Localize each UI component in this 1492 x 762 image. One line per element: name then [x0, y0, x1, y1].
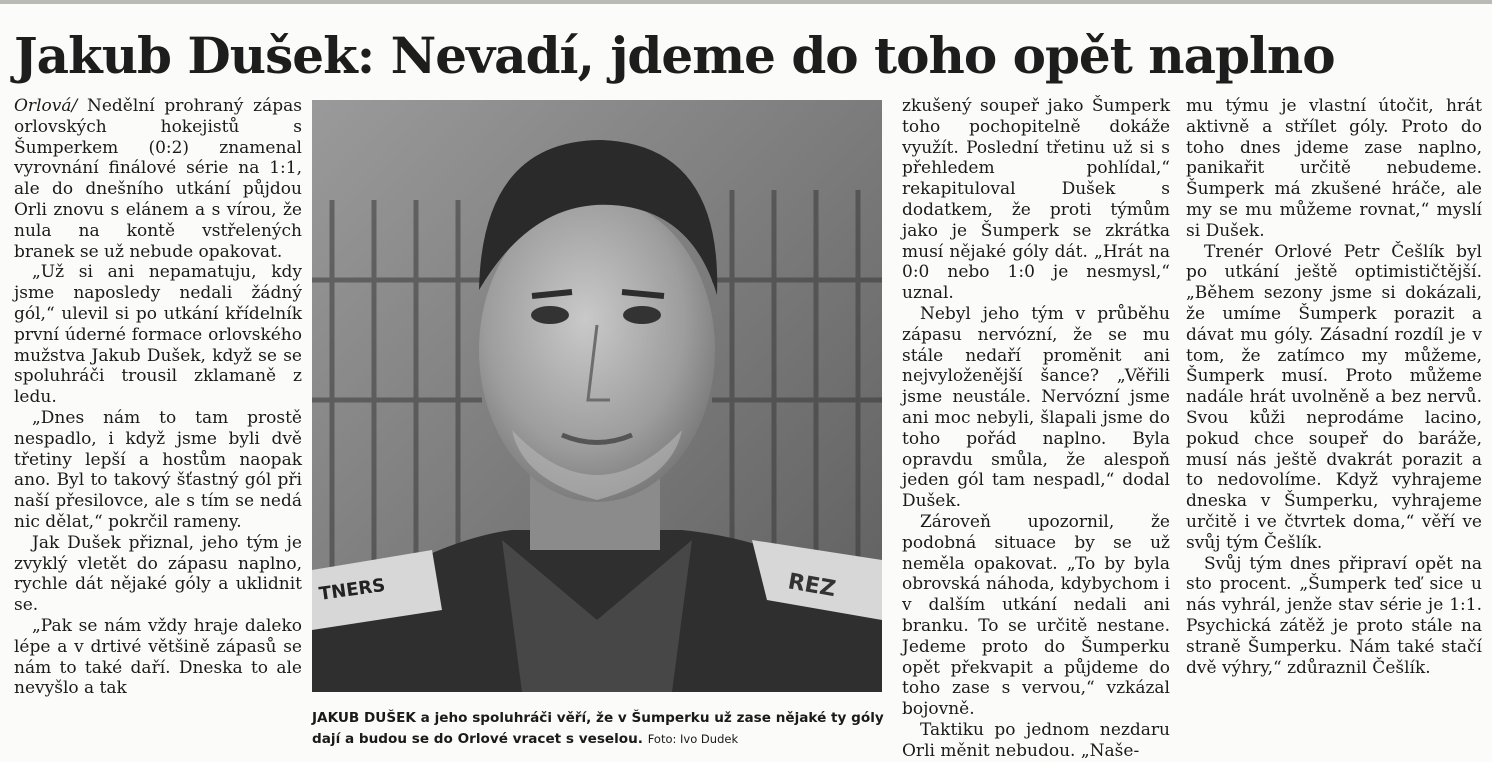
paragraph: „Už si ani nepamatuju, kdy jsme naposledy nedali žádný gól,“ ulevil si po utkání křídelník první úderné formace orlovského mužstva Jakub Dušek, když se se spoluhráči trousil zklamaně z ledu.	[14, 262, 302, 408]
paragraph: Nebyl jeho tým v průběhu zápasu nervózní, že se mu stále nedaří proměnit ani nejvyloženější šance? „Věřili jsme neustále. Nervózní jsme ani moc nebyli, šlapali jsme do toho pořád naplno. Byla opravdu smůla, že alespoň jeden gól tam nespadl,“ dodal Dušek.	[902, 303, 1170, 512]
paragraph: Jak Dušek přiznal, jeho tým je zvyklý vletět do zápasu naplno, rychle dát nějaké góly a uklidnit se.	[14, 532, 302, 616]
page-top-rule	[0, 0, 1492, 4]
photo-caption	[312, 708, 892, 750]
paragraph: Trenér Orlové Petr Češlík byl po utkání ještě optimističtější. „Během sezony jsme si dokázali, že umíme Šumperk porazit a dávat mu góly. Zásadní rozdíl je v tom, že zatímco my můžeme, Šumperk musí. Proto můžeme nadále hrát uvolněně a bez nervů. Svou kůži neprodáme lacino, pokud chce soupeř do baráže, musí nás ještě dvakrát porazit a to nedovolíme. Když vyhrajeme dneska v Šumperku, vyhrajeme určitě i ve čtvrtek doma,“ věří ve svůj tým Češlík.	[1186, 241, 1482, 553]
paragraph-text: Nedělní prohraný zápas orlovských hokejistů s Šumperkem (0:2) znamenal vyrovnání finálové série na 1:1, ale do dnešního utkání půjdou Orli znovu s elánem a s vírou, že nula na kontě vstřelených branek se už nebude opakovat.	[14, 96, 302, 262]
paragraph: mu týmu je vlastní útočit, hrát aktivně a střílet góly. Proto do toho dnes jdeme zase naplno, panikařit určitě nebudeme. Šumperk má zkušené hráče, ale my se mu můžeme rovnat,“ myslí si Dušek.	[1186, 96, 1482, 241]
jersey-text-left: TNERS	[317, 574, 387, 605]
jersey-text-right: REZ	[785, 569, 838, 603]
player-portrait-illustration	[312, 100, 882, 692]
column-3	[1186, 96, 1482, 678]
paragraph: „Dnes nám to tam prostě nespadlo, i když jsme byli dvě třetiny lepší a hostům naopak ano. Byl to takový šťastný gól při naší přesilovce, ale s tím se nedá nic dělat,“ pokrčil rameny.	[14, 407, 302, 532]
column-2	[902, 96, 1170, 762]
paragraph: Svůj tým dnes připraví opět na sto procent. „Šumperk teď sice u nás vyhrál, jenže stav série je 1:1. Psychická zátěž je proto stále na straně Šumperku. Nám také stačí dvě výhry,“ zdůraznil Češlík.	[1186, 553, 1482, 678]
paragraph: Taktiku po jednom nezdaru Orli měnit nebudou. „Naše-	[902, 719, 1170, 761]
paragraph: „Pak se nám vždy hraje daleko lépe a v drtivé většině zápasů se nám to také daří. Dneska to ale nevyšlo a tak	[14, 615, 302, 699]
paragraph	[14, 96, 302, 262]
paragraph: Zároveň upozornil, že podobná situace by se už neměla opakovat. „To by byla obrovská náhoda, kdybychom i v dalším utkání nedali ani branku. To se určitě nestane. Jedeme proto do Šumperku opět překvapit a půjdeme do toho zase s vervou,“ vzkázal bojovně.	[902, 511, 1170, 720]
dateline: Orlová/	[14, 96, 78, 116]
player-photo	[312, 100, 882, 692]
paragraph: zkušený soupeř jako Šumperk toho pochopitelně dokáže využít. Poslední třetinu už si s přehledem pohlídal,“ rekapituloval Dušek s dodatkem, že proti týmům jako je Šumperk se zkrátka musí nějaké góly dát. „Hrát na 0:0 nebo 1:0 je nesmysl,“ uznal.	[902, 96, 1170, 304]
caption-text: JAKUB DUŠEK a jeho spoluhráči věří, že v Šumperku už zase nějaké ty góly dají a budou se do Orlové vracet s veselou.	[312, 710, 884, 747]
photo-credit: Foto: Ivo Dudek	[647, 732, 739, 746]
column-1	[14, 96, 302, 699]
headline: Jakub Dušek: Nevadí, jdeme do toho opět naplno	[14, 26, 1335, 85]
